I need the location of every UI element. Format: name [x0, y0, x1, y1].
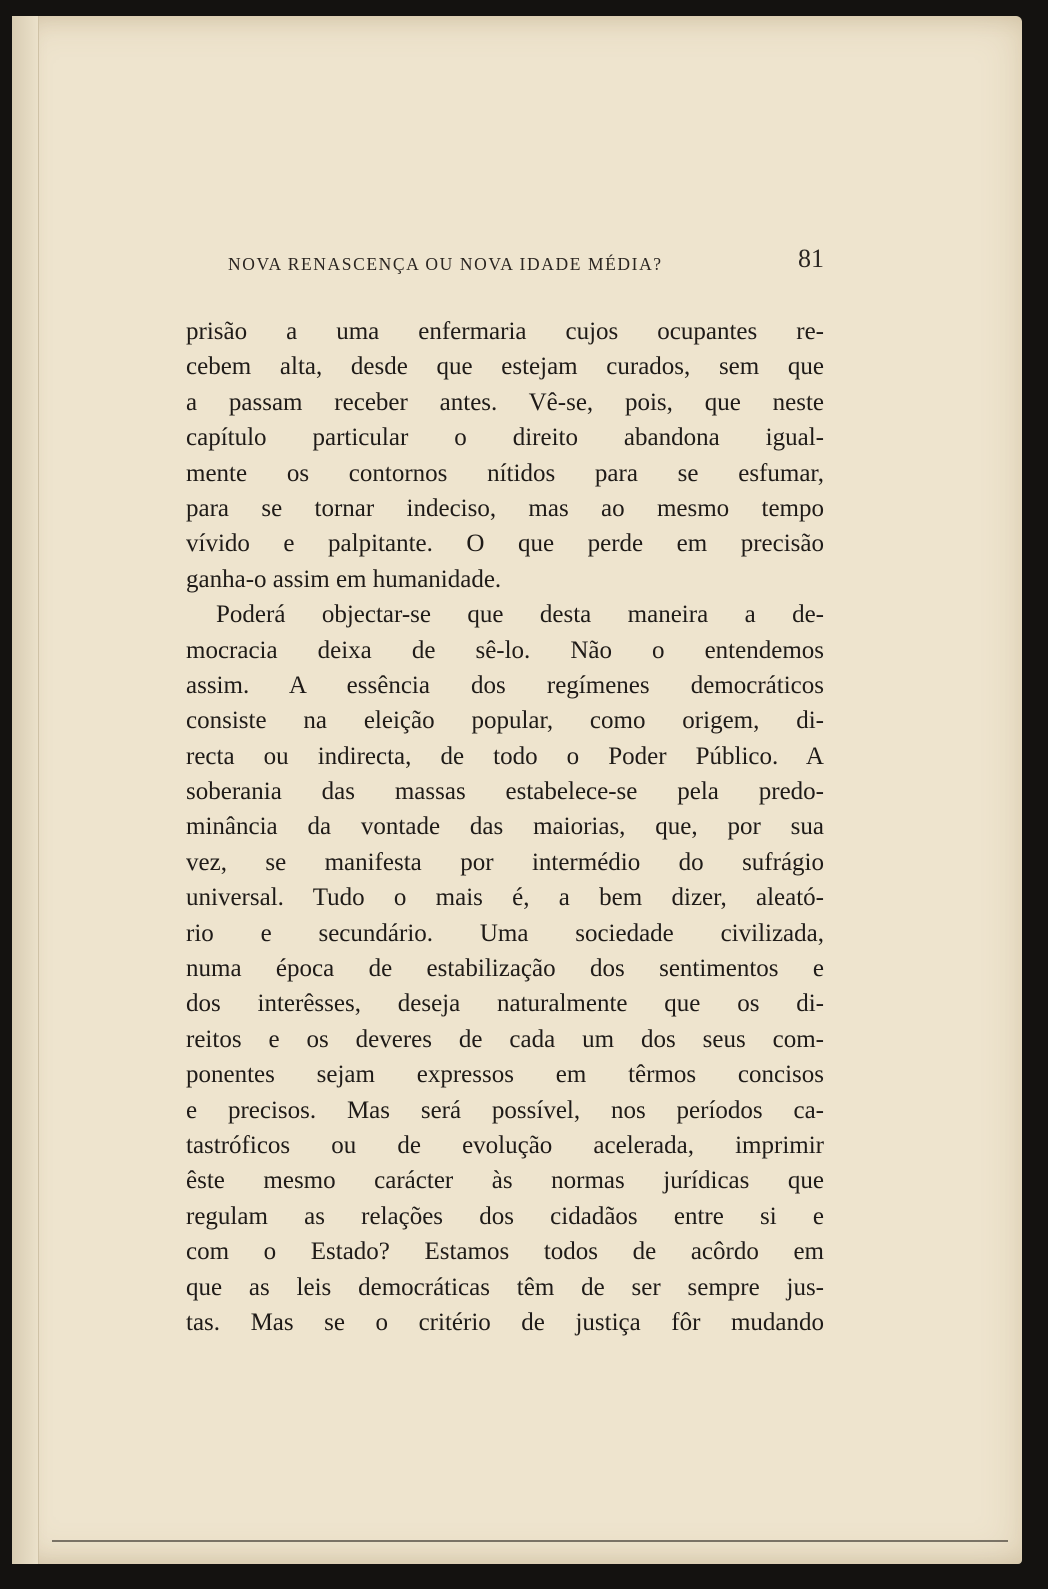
text-line: consiste na eleição popular, como origem, di- — [186, 707, 824, 735]
text-line: reitos e os deveres de cada um dos seus com- — [186, 1025, 824, 1053]
text-line: mente os contornos nítidos para se esfumar, — [186, 459, 824, 487]
text-line: êste mesmo carácter às normas jurídicas que — [186, 1167, 824, 1195]
text-line: que as leis democráticas têm de ser sempre jus- — [186, 1273, 824, 1301]
text-line: com o Estado? Estamos todos de acôrdo em — [186, 1238, 824, 1266]
text-line: regulam as relações dos cidadãos entre si e — [186, 1202, 824, 1230]
text-line: universal. Tudo o mais é, a bem dizer, aleató- — [186, 884, 824, 912]
text-line: prisão a uma enfermaria cujos ocupantes re- — [186, 318, 824, 345]
text-line: mocracia deixa de sê-lo. Não o entendemos — [186, 636, 824, 664]
text-line: minância da vontade das maiorias, que, por sua — [186, 813, 824, 841]
text-line: tas. Mas se o critério de justiça fôr mudando — [186, 1308, 824, 1336]
page-bottom-edge — [52, 1540, 1008, 1542]
page-gutter — [12, 16, 39, 1564]
text-line: vívido e palpitante. O que perde em precisão — [186, 530, 824, 558]
book-page — [12, 16, 1022, 1564]
text-line: recta ou indirecta, de todo o Poder Público. A — [186, 742, 824, 770]
text-line: ganha-o assim em humanidade. — [186, 565, 502, 593]
page-number: 81 — [798, 244, 824, 273]
running-header — [228, 244, 824, 284]
text-line: e precisos. Mas será possível, nos períodos ca- — [186, 1096, 824, 1124]
text-line: ponentes sejam expressos em têrmos concisos — [186, 1061, 824, 1089]
text-line: dos interêsses, deseja naturalmente que os di- — [186, 990, 824, 1018]
text-line: cebem alta, desde que estejam curados, sem que — [186, 353, 824, 381]
text-line: numa época de estabilização dos sentimentos e — [186, 955, 824, 983]
body-text — [186, 314, 824, 1340]
running-title: NOVA RENASCENÇA OU NOVA IDADE MÉDIA? — [228, 254, 663, 274]
text-line: tastróficos ou de evolução acelerada, imprimir — [186, 1131, 824, 1159]
text-line: soberania das massas estabelece-se pela predo- — [186, 778, 824, 806]
text-line: assim. A essência dos regímenes democráticos — [186, 671, 824, 699]
text-line: para se tornar indeciso, mas ao mesmo tempo — [186, 494, 824, 522]
text-line: rio e secundário. Uma sociedade civilizada, — [186, 919, 824, 947]
text-line: a passam receber antes. Vê-se, pois, que neste — [186, 388, 824, 416]
text-line: vez, se manifesta por intermédio do sufrágio — [186, 848, 824, 876]
paragraph-start-line: Poderá objectar-se que desta maneira a de- — [216, 601, 824, 629]
text-line: capítulo particular o direito abandona igual- — [186, 424, 824, 452]
